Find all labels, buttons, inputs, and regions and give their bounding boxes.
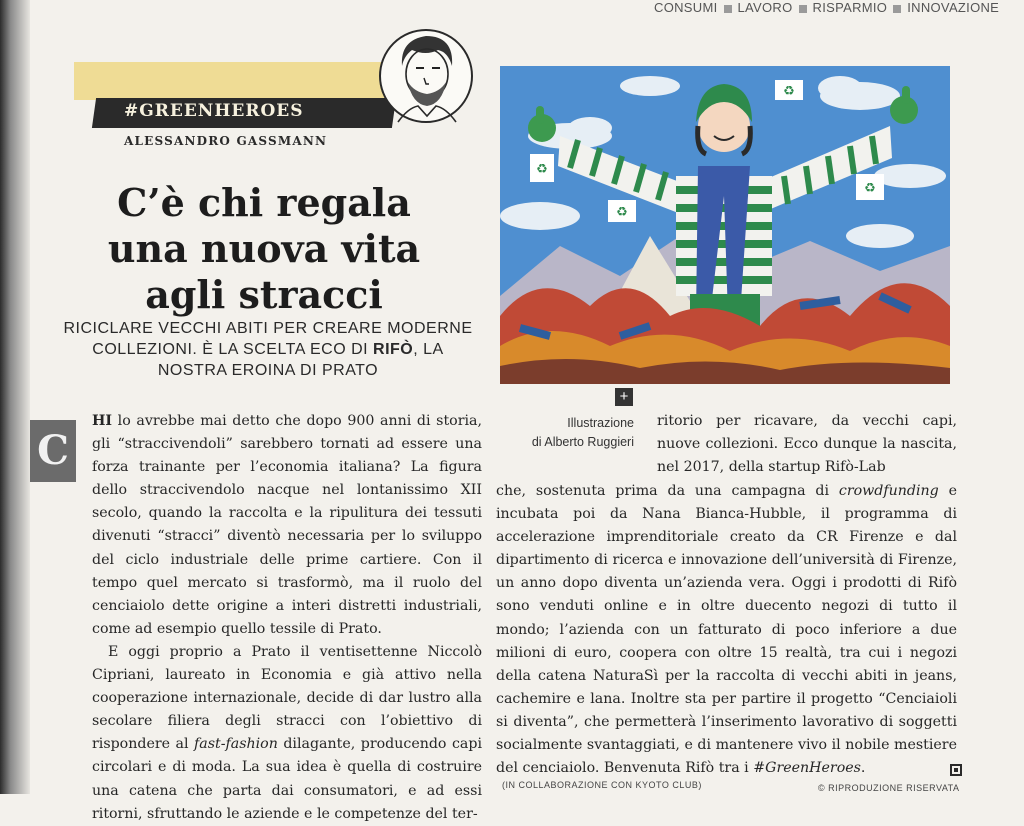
article-illustration xyxy=(500,66,950,384)
deck-brand: RIFÒ xyxy=(373,341,414,358)
svg-text:♻: ♻ xyxy=(783,84,795,99)
caption-line-2: di Alberto Ruggieri xyxy=(531,435,634,449)
caption-line-1: Illustrazione xyxy=(567,416,634,430)
article-deck: RICICLARE VECCHI ABITI PER CREARE MODERNE COLLEZIONI. È LA SCELTA ECO DI RIFÒ, LA NOSTRA EROINA DI PRATO xyxy=(63,320,473,379)
copyright-note: © RIPRODUZIONE RISERVATA xyxy=(818,783,960,793)
magazine-page xyxy=(14,0,1024,822)
section-consumi: CONSUMI xyxy=(654,0,718,15)
drop-cap: C xyxy=(30,420,76,482)
expand-plus-icon[interactable]: + xyxy=(615,388,633,406)
svg-text:♻: ♻ xyxy=(864,181,876,196)
paragraph-3-continued: che, sostenuta prima da una campagna di crowdfunding e incubata poi da Nana Bianca-Hubble, il programma di accelerazione imprenditoriale creato da CR Firenze e dal dipartimento di ricerca e innovazione dell’università di Firenze, un anno dopo diventa un’azienda vera. Oggi i prodotti di Rifò sono venduti online e in oltre duecento negozi di tutto il mondo; l’azienda con un fatturato di poco inferiore a due milioni di euro, coopera con oltre 15 realtà, tra cui i negozi della catena NaturaSì per la raccolta di vecchi abiti in jeans, cachemire e lana. Inoltre sta per partire il progetto “Cenciaioli si diventa”, che permetterà l’inserimento lavorativo di soggetti socialmente svantaggiati, e di mantenere vivo il nobile mestiere del cenciaiolo. Benvenuta Rifò tra i #GreenHeroes. xyxy=(496,483,957,777)
section-innovazione: INNOVAZIONE xyxy=(907,0,1000,15)
paragraph-2: E oggi proprio a Prato il ventisettenne Niccolò Cipriani, laureato in Economia e già attivo nella cooperazione internazionale, decide di dar lustro alla secolare filiera degli stracci con l’obiettivo di rispondere al fast-fashion dilagante, producendo capi circolari e di moda. La sua idea è quella di costruire una catena che parta dai consumatori, e ad essi ritorni, sfruttando le aziende e le competenze del ter- xyxy=(92,643,482,822)
svg-text:♻: ♻ xyxy=(616,205,628,220)
svg-text:♻: ♻ xyxy=(536,162,548,177)
column-author: ALESSANDRO GASSMANN xyxy=(124,134,328,148)
paragraph-1: HI lo avrebbe mai detto che dopo 900 anni di storia, gli “straccivendoli” sarebbero tornati ad essere una forza trainante per l’economia italiana? La figura dello straccivendolo nacque nel lontanissimo XII secolo, quando la raccolta e la ripulitura dei tessuti divenuti “stracci” diventò necessaria per lo sviluppo del ciclo industriale delle prime cartiere. Con il tempo quel mercato si trasformò, ma il ruolo del cenciaiolo dette origine a interi distretti industriali, come ad esempio quello tessile di Prato. xyxy=(92,413,482,637)
paragraph-3-start: ritorio per ricavare, da vecchi capi, nuove collezioni. Ecco dunque la nascita, nel 2017, della startup Rifò-Lab xyxy=(657,413,957,476)
article-column-1 xyxy=(92,410,482,826)
author-portrait xyxy=(378,22,474,130)
section-risparmio: RISPARMIO xyxy=(812,0,888,15)
end-of-article-icon xyxy=(950,764,962,776)
section-nav xyxy=(654,0,999,15)
column-tag: #GREENHEROES xyxy=(124,101,304,121)
hashtag: #GreenHeroes xyxy=(753,760,861,777)
article-column-2-top xyxy=(657,410,957,479)
section-lavoro: LAVORO xyxy=(737,0,793,15)
article-headline: C’è chi regala una nuova vita agli stracci xyxy=(107,180,421,317)
illustration-caption xyxy=(494,414,634,452)
article-column-2 xyxy=(496,480,957,780)
collaboration-note: (IN COLLABORAZIONE CON KYOTO CLUB) xyxy=(502,780,702,790)
